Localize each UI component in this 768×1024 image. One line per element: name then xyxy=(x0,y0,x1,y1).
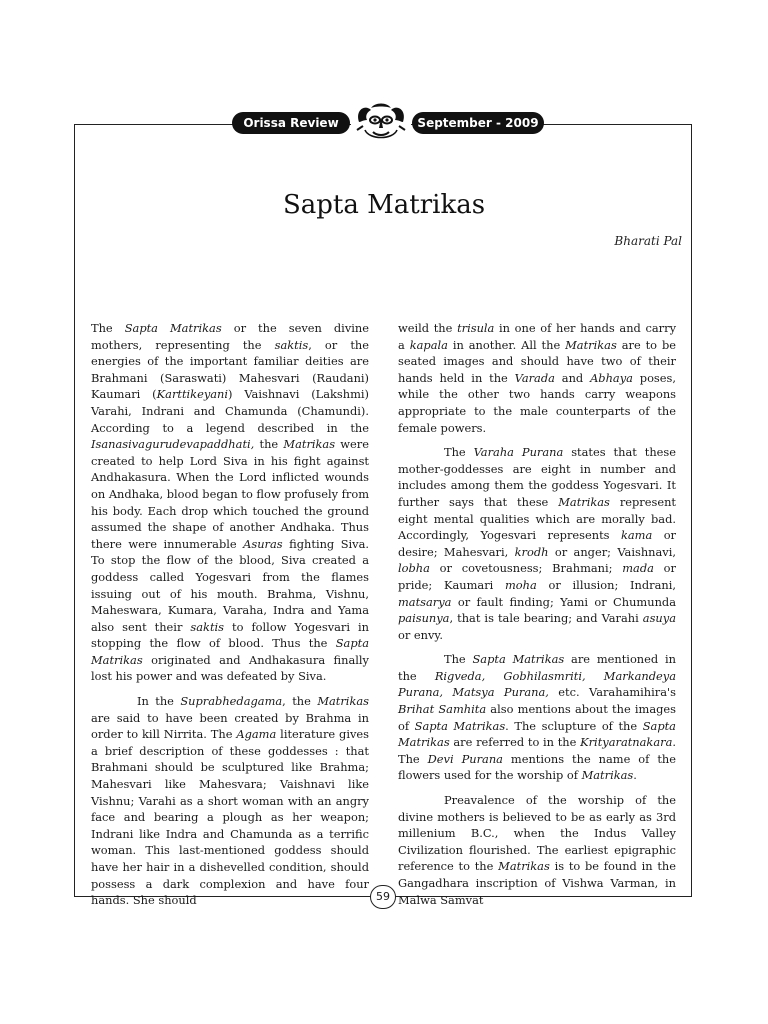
paragraph xyxy=(398,444,676,643)
italic-text-run: Sapta Matrikas xyxy=(398,718,676,750)
text-run: etc. Varahamihira's xyxy=(548,685,676,700)
text-run: , or the energies of the important familiar deities are Brahmani (Saraswati) Mahesvari (Raudani) Kaumari ( xyxy=(91,337,369,402)
article-author: Bharati Pal xyxy=(614,234,682,248)
text-run: were created to help Lord Siva in his fight against Andhakasura. When the Lord inflicted wounds on Andhaka, blood began to flow profusely from his body. Each drop which touched the ground assumed the shape of another Andhaka. Thus there were innumerable xyxy=(91,437,369,551)
italic-text-run: Matrikas xyxy=(581,768,634,783)
text-run: are referred to in the xyxy=(449,735,581,750)
text-run: or illusion; Indrani, xyxy=(536,577,676,592)
text-run: The xyxy=(91,321,125,335)
text-run: represent eight mental qualities which are morally bad. Accordingly, Yogesvari represents xyxy=(398,494,676,543)
italic-text-run: Matrikas xyxy=(558,494,610,509)
italic-text-run: Sapta Matrikas xyxy=(124,321,222,335)
paragraph xyxy=(91,320,369,685)
text-run: ) Vaishnavi (Lakshmi) Varahi, Indrani and Chamunda (Chamundi). According to a legend described in the xyxy=(91,387,369,435)
text-run: or covetousness; Brahmani; xyxy=(429,561,623,576)
text-run: are to be seated images and should have two of their hands held in the xyxy=(398,337,676,385)
text-run: fighting Siva. To stop the flow of the blood, Siva created a goddess called Yogesvari from the flames issuing out of his mouth. Brahma, Vishnu, Maheswara, Kumara, Varaha, Indra and Yama also sent their xyxy=(91,536,370,634)
italic-text-run: asuya xyxy=(642,611,676,626)
italic-text-run: Krityaratnakara xyxy=(580,735,673,750)
italic-text-run: Sapta Matrikas xyxy=(472,652,565,667)
right-text-column xyxy=(398,320,676,916)
text-run: or anger; Vaishnavi, xyxy=(548,544,676,559)
text-run: or fault finding; Yami or Chumunda xyxy=(451,594,676,609)
italic-text-run: Varada xyxy=(514,370,555,385)
italic-text-run: Isanasivagurudevapaddhati, xyxy=(91,437,255,452)
italic-text-run: moha xyxy=(505,577,537,592)
italic-text-run: kama xyxy=(620,528,653,543)
italic-text-run: Sapta Matrikas xyxy=(414,718,506,733)
text-run: mentions the name of the flowers used for the worship of xyxy=(398,751,677,783)
italic-text-run: krodh xyxy=(514,544,549,559)
italic-text-run: Abhaya xyxy=(590,370,633,385)
text-run: poses, while the other two hands carry weapons appropriate to the male counterparts of the female powers. xyxy=(398,370,676,435)
italic-text-run: Asuras xyxy=(243,536,283,551)
text-run: or desire; Mahesvari, xyxy=(398,528,676,559)
text-run: , that is tale bearing; and Varahi xyxy=(449,611,643,626)
text-run: In the xyxy=(137,694,181,709)
italic-text-run: trisula xyxy=(457,321,495,335)
text-run: , the xyxy=(282,694,318,709)
text-run: or the seven divine mothers, representing the xyxy=(91,321,369,352)
text-run: The xyxy=(444,652,473,667)
text-run: or pride; Kaumari xyxy=(398,561,676,592)
journal-name-badge: Orissa Review xyxy=(232,112,350,134)
text-run: are said to have been created by Brahma in order to kill Nirrita. The xyxy=(91,710,369,742)
italic-text-run: kapala xyxy=(409,337,448,352)
text-run: states that these mother-goddesses are eight in number and includes among them the goddess Yogesvari. It further says that these xyxy=(398,445,676,509)
italic-text-run: saktis xyxy=(190,619,225,634)
text-run: originated and Andhakasura finally lost his power and was defeated by Siva. xyxy=(91,652,369,684)
text-run: also mentions about the images of xyxy=(398,702,676,733)
issue-date-badge: September - 2009 xyxy=(412,112,544,134)
italic-text-run: Rigveda, Gobhilasmriti, Markandeya Purana, Matsya Purana, xyxy=(398,668,676,700)
text-run: the xyxy=(254,437,284,452)
page-number: 59 xyxy=(370,885,396,909)
italic-text-run: Agama xyxy=(236,727,277,742)
decorative-face-emblem-icon xyxy=(351,100,411,144)
text-run: are mentioned in the xyxy=(398,652,676,683)
italic-text-run: mada xyxy=(622,561,654,576)
text-run: is to be found in the Gangadhara inscription of Vishwa Varman, in Malwa Samvat xyxy=(398,859,676,907)
italic-text-run: Devi Purana xyxy=(427,751,503,766)
text-run: literature gives a brief description of these goddesses : that Brahmani should be sculptured like Brahma; Mahesvari like Mahesvara; Vaishnavi like Vishnu; Varahi as a short woman with an angry face and bearing a plough as her weapon; Indrani like Indra and Chamunda as a terrific woman. This last-mentioned goddess should have her hair in a dishevelled condition, should possess a dark complexion and have four hands. She should xyxy=(91,727,369,908)
paragraph xyxy=(91,693,369,909)
text-run: . The xyxy=(398,735,676,766)
italic-text-run: Varaha Purana xyxy=(473,445,564,460)
italic-text-run: lobha xyxy=(398,561,430,576)
paragraph xyxy=(398,651,676,784)
italic-text-run: Matrikas xyxy=(317,694,369,709)
italic-text-run: Matrikas xyxy=(283,437,336,452)
text-run: The xyxy=(444,445,474,460)
text-run: or envy. xyxy=(398,627,443,642)
text-run: in another. All the xyxy=(447,337,566,352)
italic-text-run: Matrikas xyxy=(498,859,550,874)
text-run: Preavalence of the worship of the divine mothers is believed to be as early as 3rd millenium B.C., when the Indus Valley Civilization flourished. The earliest epigraphic reference to the xyxy=(398,793,676,874)
left-text-column xyxy=(91,320,369,917)
italic-text-run: Sapta Matrikas xyxy=(91,636,369,667)
italic-text-run: Karttikeyani xyxy=(156,387,229,402)
text-run: to follow Yogesvari in stopping the flow of blood. Thus the xyxy=(91,619,369,651)
italic-text-run: paisunya xyxy=(398,611,450,626)
article-title: Sapta Matrikas xyxy=(282,190,486,220)
text-run: . The sclupture of the xyxy=(505,718,643,733)
italic-text-run: Brihat Samhita xyxy=(398,702,487,717)
text-run: in one of her hands and carry a xyxy=(398,321,677,352)
italic-text-run: Matrikas xyxy=(565,337,617,352)
paragraph xyxy=(398,792,676,908)
paragraph xyxy=(398,320,676,436)
text-run: . xyxy=(633,768,637,783)
text-run: weild the xyxy=(398,321,458,335)
italic-text-run: matsarya xyxy=(398,594,452,609)
text-run: and xyxy=(554,370,591,385)
italic-text-run: saktis xyxy=(274,337,309,352)
italic-text-run: Suprabhedagama xyxy=(180,694,283,709)
